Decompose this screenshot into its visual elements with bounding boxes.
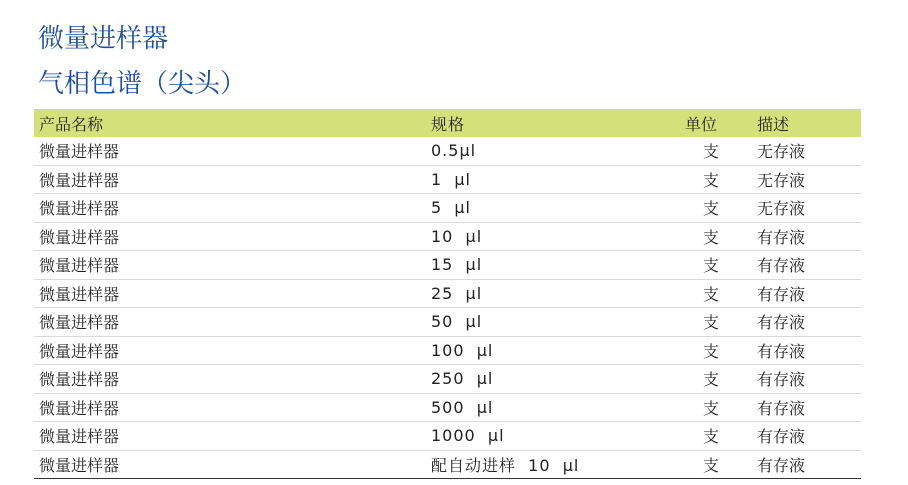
cell-product-name: 微量进样器: [39, 427, 120, 447]
cell-unit: 支: [702, 313, 719, 333]
table-row: [34, 280, 861, 309]
table-row: [34, 337, 861, 366]
cell-product-name: 微量进样器: [39, 341, 120, 361]
cell-product-name: 微量进样器: [39, 370, 120, 390]
table-row: [34, 166, 861, 195]
table-row: [34, 194, 861, 223]
cell-product-name: 微量进样器: [39, 256, 120, 276]
header-description: 描述: [757, 114, 790, 134]
cell-product-name: 微量进样器: [39, 170, 120, 190]
cell-unit: 支: [702, 398, 719, 418]
cell-spec: 10 μl: [431, 226, 483, 246]
cell-description: 有存液: [757, 455, 806, 475]
cell-spec: 25 μl: [431, 283, 483, 303]
cell-description: 有存液: [757, 427, 806, 447]
page-title: 微量进样器: [38, 24, 169, 54]
cell-spec: 1 μl: [431, 169, 471, 189]
cell-description: 有存液: [757, 256, 806, 276]
cell-spec: 5 μl: [431, 198, 471, 218]
cell-spec: 500 μl: [431, 397, 494, 417]
cell-description: 有存液: [757, 341, 806, 361]
cell-description: 无存液: [757, 170, 806, 190]
cell-unit: 支: [702, 227, 719, 247]
cell-product-name: 微量进样器: [39, 227, 120, 247]
table-row: [34, 394, 861, 423]
cell-description: 有存液: [757, 313, 806, 333]
cell-spec: 250 μl: [431, 369, 494, 389]
cell-spec: 0.5μl: [431, 141, 477, 161]
header-unit: 单位: [684, 114, 717, 134]
header-spec: 规格: [431, 114, 466, 134]
cell-description: 无存液: [757, 142, 806, 162]
cell-unit: 支: [702, 341, 719, 361]
cell-description: 有存液: [757, 370, 806, 390]
product-table: [34, 109, 861, 479]
cell-spec: 100 μl: [431, 340, 494, 360]
cell-product-name: 微量进样器: [39, 313, 120, 333]
page-subtitle: 气相色谱（尖头）: [38, 69, 247, 99]
table-row: [34, 223, 861, 252]
cell-unit: 支: [702, 427, 719, 447]
cell-spec: 配自动进样 10 μl: [431, 455, 580, 475]
table-row: [34, 365, 861, 394]
table-row: [34, 308, 861, 337]
cell-unit: 支: [702, 199, 719, 219]
cell-description: 有存液: [757, 398, 806, 418]
cell-description: 无存液: [757, 199, 806, 219]
table-row: [34, 451, 861, 480]
cell-unit: 支: [702, 284, 719, 304]
cell-product-name: 微量进样器: [39, 199, 120, 219]
cell-spec: 1000 μl: [431, 426, 505, 446]
cell-unit: 支: [702, 455, 719, 475]
cell-unit: 支: [702, 170, 719, 190]
cell-product-name: 微量进样器: [39, 398, 120, 418]
cell-product-name: 微量进样器: [39, 284, 120, 304]
table-row: [34, 137, 861, 166]
cell-unit: 支: [702, 256, 719, 276]
cell-spec: 50 μl: [431, 312, 483, 332]
cell-product-name: 微量进样器: [39, 142, 120, 162]
table-row: [34, 251, 861, 280]
table-header-row: [34, 109, 861, 137]
cell-product-name: 微量进样器: [39, 455, 120, 475]
cell-unit: 支: [702, 142, 719, 162]
cell-unit: 支: [702, 370, 719, 390]
cell-description: 有存液: [757, 227, 806, 247]
table-row: [34, 422, 861, 451]
header-product-name: 产品名称: [39, 114, 104, 134]
cell-spec: 15 μl: [431, 255, 483, 275]
cell-description: 有存液: [757, 284, 806, 304]
